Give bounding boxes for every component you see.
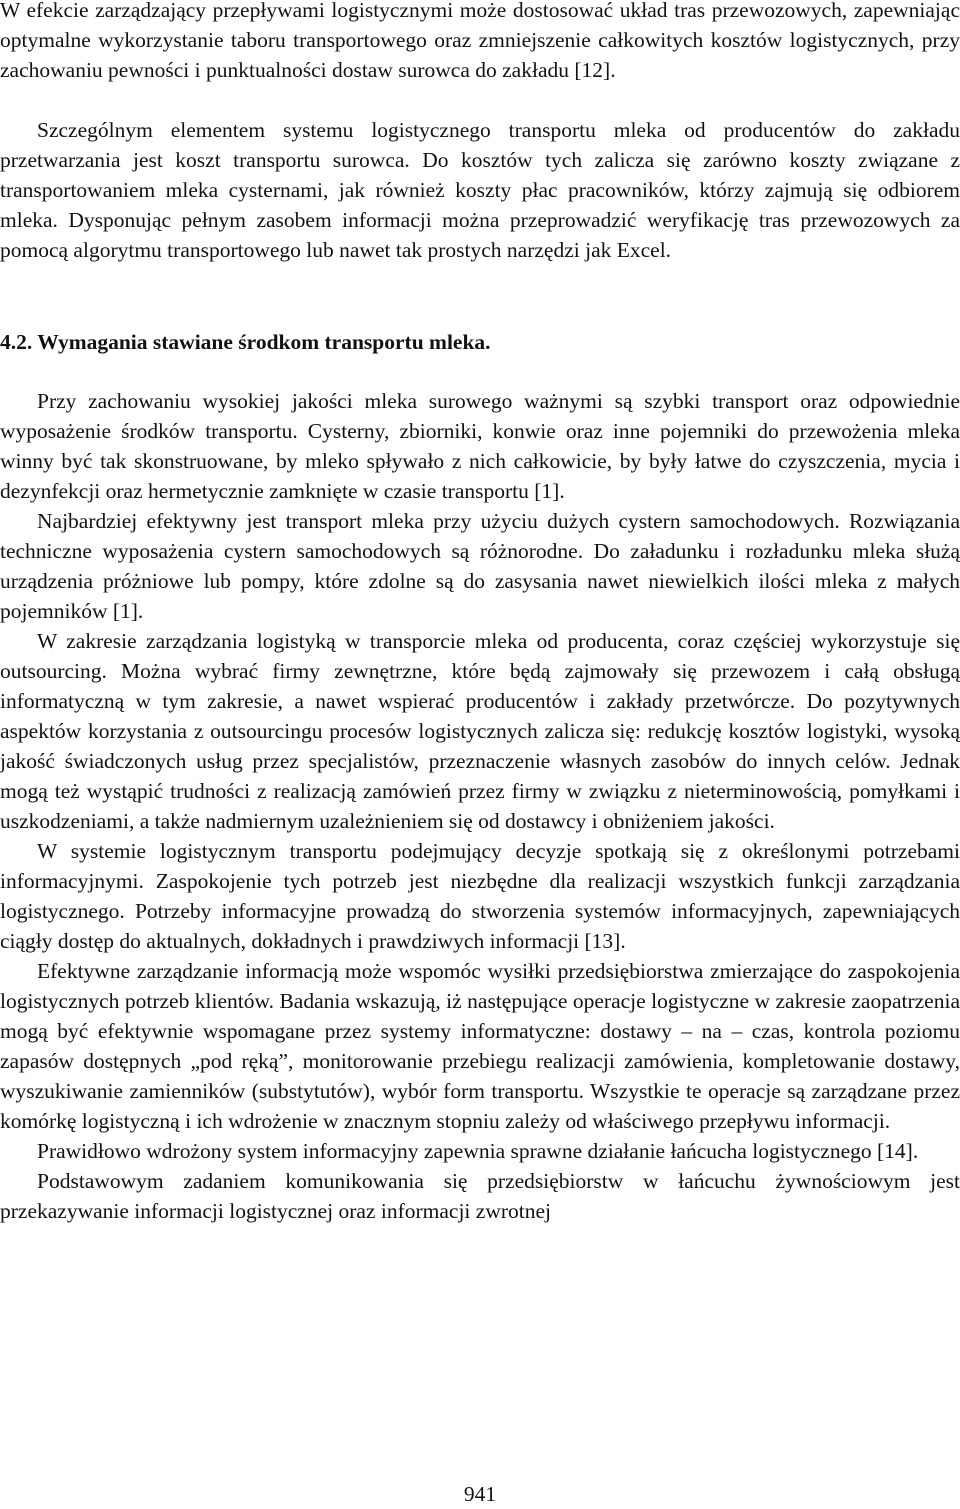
paragraph-information-needs: W systemie logistycznym transportu podejmujący decyzje spotkają się z określonymi potrzebami informacyjnymi. Zaspokojenie tych potrzeb jest niezbędne dla realizacji wszystkich funkcji zarządzania logistycznego. Potrzeby informacyjne prowadzą do stworzenia systemów informacyjnych, zapewniających ciągły dostęp do aktualnych, dokładnych i prawdziwych informacji [13].: [0, 839, 960, 953]
paragraph-information-management: Efektywne zarządzanie informacją może wspomóc wysiłki przedsiębiorstwa zmierzające do zaspokojenia logistycznych potrzeb klientów. Badania wskazują, iż następujące operacje logistyczne w zakresie zaopatrzenia mogą być efektywnie wspomagane przez systemy informatyczne: dostawy – na – czas, kontrola poziomu zapasów dostępnych „pod ręką”, monitorowanie przebiegu realizacji zamówienia, kompletowanie dostawy, wyszukiwanie zamienników (substytutów), wybór form transportu. Wszystkie te operacje są zarządzane przez komórkę logistyczną i ich wdrożenie w znacznym stopniu zależy od właściwego przepływu informacji.: [0, 959, 960, 1133]
paragraph-outsourcing: W zakresie zarządzania logistyką w transporcie mleka od producenta, coraz częściej wykorzystuje się outsourcing. Można wybrać firmy zewnętrzne, które będą zajmowały się przewozem i całą obsługą informatyczną w tym zakresie, a nawet wspierać producentów i zakłady przetwórcze. Do pozytywnych aspektów korzystania z outsourcingu procesów logistycznych zalicza się: redukcję kosztów logistyki, wysoką jakość świadczonych usług przez specjalistów, przeznaczenie własnych zasobów do innych celów. Jednak mogą też wystąpić trudności z realizacją zamówień przez firmy w związku z nieterminowością, pomyłkami i uszkodzeniami, a także nadmiernym uzależnieniem się od dostawcy i obniżeniem jakości.: [0, 629, 960, 833]
paragraph-transport-cost: Szczególnym elementem systemu logistycznego transportu mleka od producentów do zakładu przetwarzania jest koszt transportu surowca. Do kosztów tych zalicza się zarówno koszty związane z transportowaniem mleka cysternami, jak również koszty płac pracowników, którzy zajmują się odbiorem mleka. Dysponując pełnym zasobem informacji można przeprowadzić weryfikację tras przewozowych za pomocą algorytmu transportowego lub nawet tak prostych narzędzi jak Excel.: [0, 118, 960, 262]
paragraph-transport-quality: Przy zachowaniu wysokiej jakości mleka surowego ważnymi są szybki transport oraz odpowiednie wyposażenie środków transportu. Cysterny, zbiorniki, konwie oraz inne pojemniki do przewożenia mleka winny być tak skonstruowane, by mleko spływało z nich całkowicie, by były łatwe do czyszczenia, mycia i dezynfekcji oraz hermetycznie zamknięte w czasie transportu [1].: [0, 389, 960, 503]
paragraph-tank-trucks: Najbardziej efektywny jest transport mleka przy użyciu dużych cystern samochodowych. Rozwiązania techniczne wyposażenia cystern samochodowych są różnorodne. Do załadunku i rozładunku mleka służą urządzenia próżniowe lub pompy, które zdolne są do zasysania nawet niewielkich ilości mleka z małych pojemników [1].: [0, 509, 960, 623]
section-body: [0, 386, 960, 1226]
paragraph-route-optimization: W efekcie zarządzający przepływami logistycznymi może dostosować układ tras przewozowych, zapewniając optymalne wykorzystanie taboru transportowego oraz zmniejszenie całkowitych kosztów logistycznych, przy zachowaniu pewności i punktualności dostaw surowca do zakładu [12].: [0, 0, 960, 82]
paragraph-communication: Podstawowym zadaniem komunikowania się przedsiębiorstw w łańcuchu żywnościowym jest przekazywanie informacji logistycznej oraz informacji zwrotnej: [0, 1169, 960, 1223]
section-heading: 4.2. Wymagania stawiane środkom transportu mleka.: [0, 330, 491, 354]
paragraph-information-system: Prawidłowo wdrożony system informacyjny zapewnia sprawne działanie łańcucha logistycznego [14].: [37, 1139, 919, 1163]
page-number: 941: [463, 1482, 497, 1506]
